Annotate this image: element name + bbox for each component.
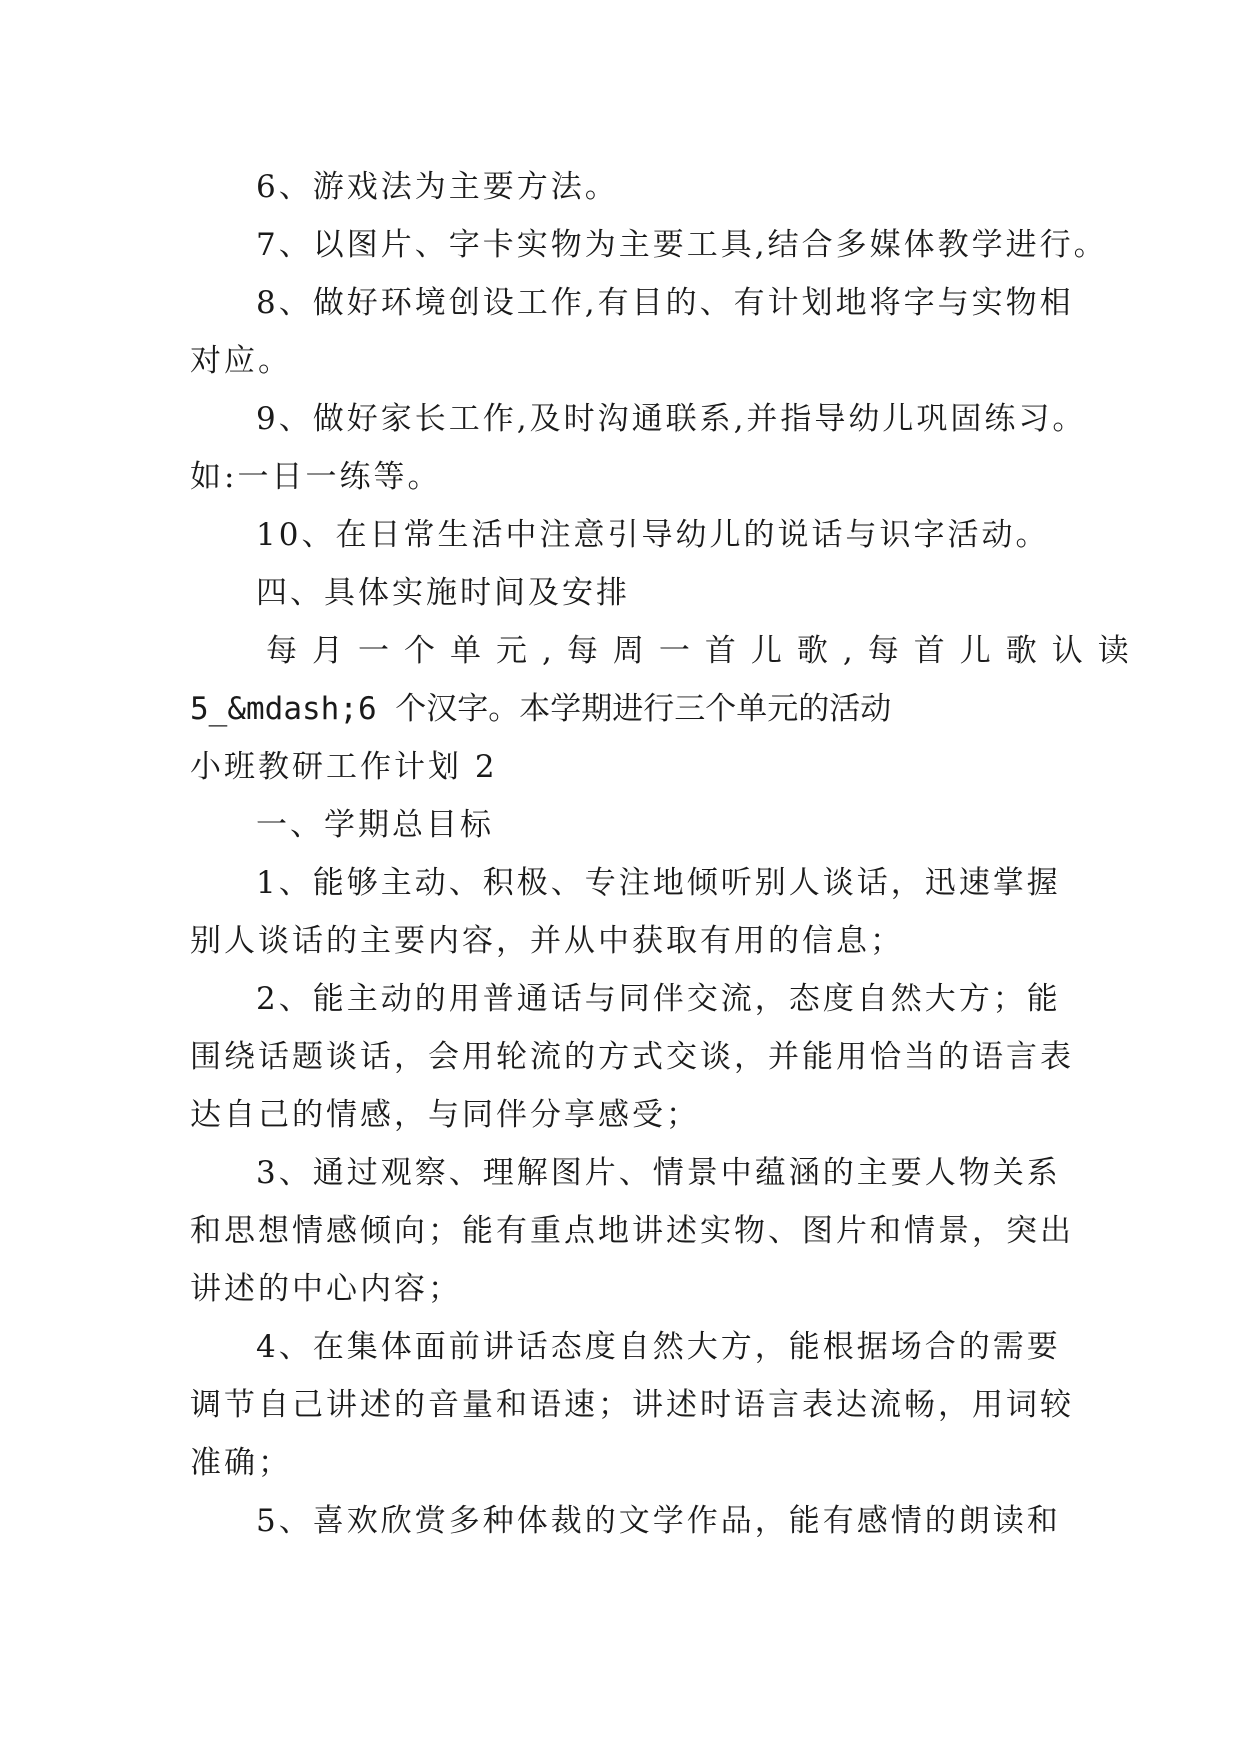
goal-item-2-continuation: 围绕话题谈话，会用轮流的方式交谈，并能用恰当的语言表 [190, 1039, 1074, 1075]
goal-item-4-continuation: 准确； [190, 1445, 292, 1481]
list-item-6: 6、游戏法为主要方法。 [256, 169, 619, 205]
goal-item-4-continuation: 调节自己讲述的音量和语速；讲述时语言表达流畅，用词较 [190, 1387, 1074, 1423]
schedule-paragraph-continuation: 5_&mdash;6 个汉字。本学期进行三个单元的活动 [190, 691, 892, 727]
goal-item-3-continuation: 和思想情感倾向；能有重点地讲述实物、图片和情景，突出 [190, 1213, 1074, 1249]
list-item-10: 10、在日常生活中注意引导幼儿的说话与识字活动。 [256, 517, 1050, 553]
list-item-7: 7、以图片、字卡实物为主要工具,结合多媒体教学进行。 [256, 227, 1108, 263]
document-body [190, 158, 1144, 1550]
list-item-9-continuation: 如:一日一练等。 [190, 459, 442, 495]
goal-item-2-continuation: 达自己的情感，与同伴分享感受； [190, 1097, 700, 1133]
goal-item-5: 5、喜欢欣赏多种体裁的文学作品，能有感情的朗读和 [256, 1503, 1061, 1539]
goal-item-4: 4、在集体面前讲话态度自然大方，能根据场合的需要 [256, 1329, 1061, 1365]
document-title: 小班教研工作计划 2 [190, 749, 498, 785]
list-item-8-continuation: 对应。 [190, 343, 292, 379]
goal-item-1-continuation: 别人谈话的主要内容，并从中获取有用的信息； [190, 923, 904, 959]
list-item-8: 8、做好环境创设工作,有目的、有计划地将字与实物相 [256, 285, 1074, 321]
goal-item-2: 2、能主动的用普通话与同伴交流，态度自然大方；能 [256, 981, 1061, 1017]
goal-item-3: 3、通过观察、理解图片、情景中蕴涵的主要人物关系 [256, 1155, 1061, 1191]
list-item-9: 9、做好家长工作,及时沟通联系,并指导幼儿巩固练习。 [256, 401, 1087, 437]
schedule-paragraph: 每月一个单元,每周一首儿歌,每首儿歌认读 [266, 633, 1144, 669]
goal-item-1: 1、能够主动、积极、专注地倾听别人谈话，迅速掌握 [256, 865, 1061, 901]
goal-item-3-continuation: 讲述的中心内容； [190, 1271, 462, 1307]
section-heading-1: 一、学期总目标 [256, 807, 494, 843]
section-heading-4: 四、具体实施时间及安排 [256, 575, 630, 611]
